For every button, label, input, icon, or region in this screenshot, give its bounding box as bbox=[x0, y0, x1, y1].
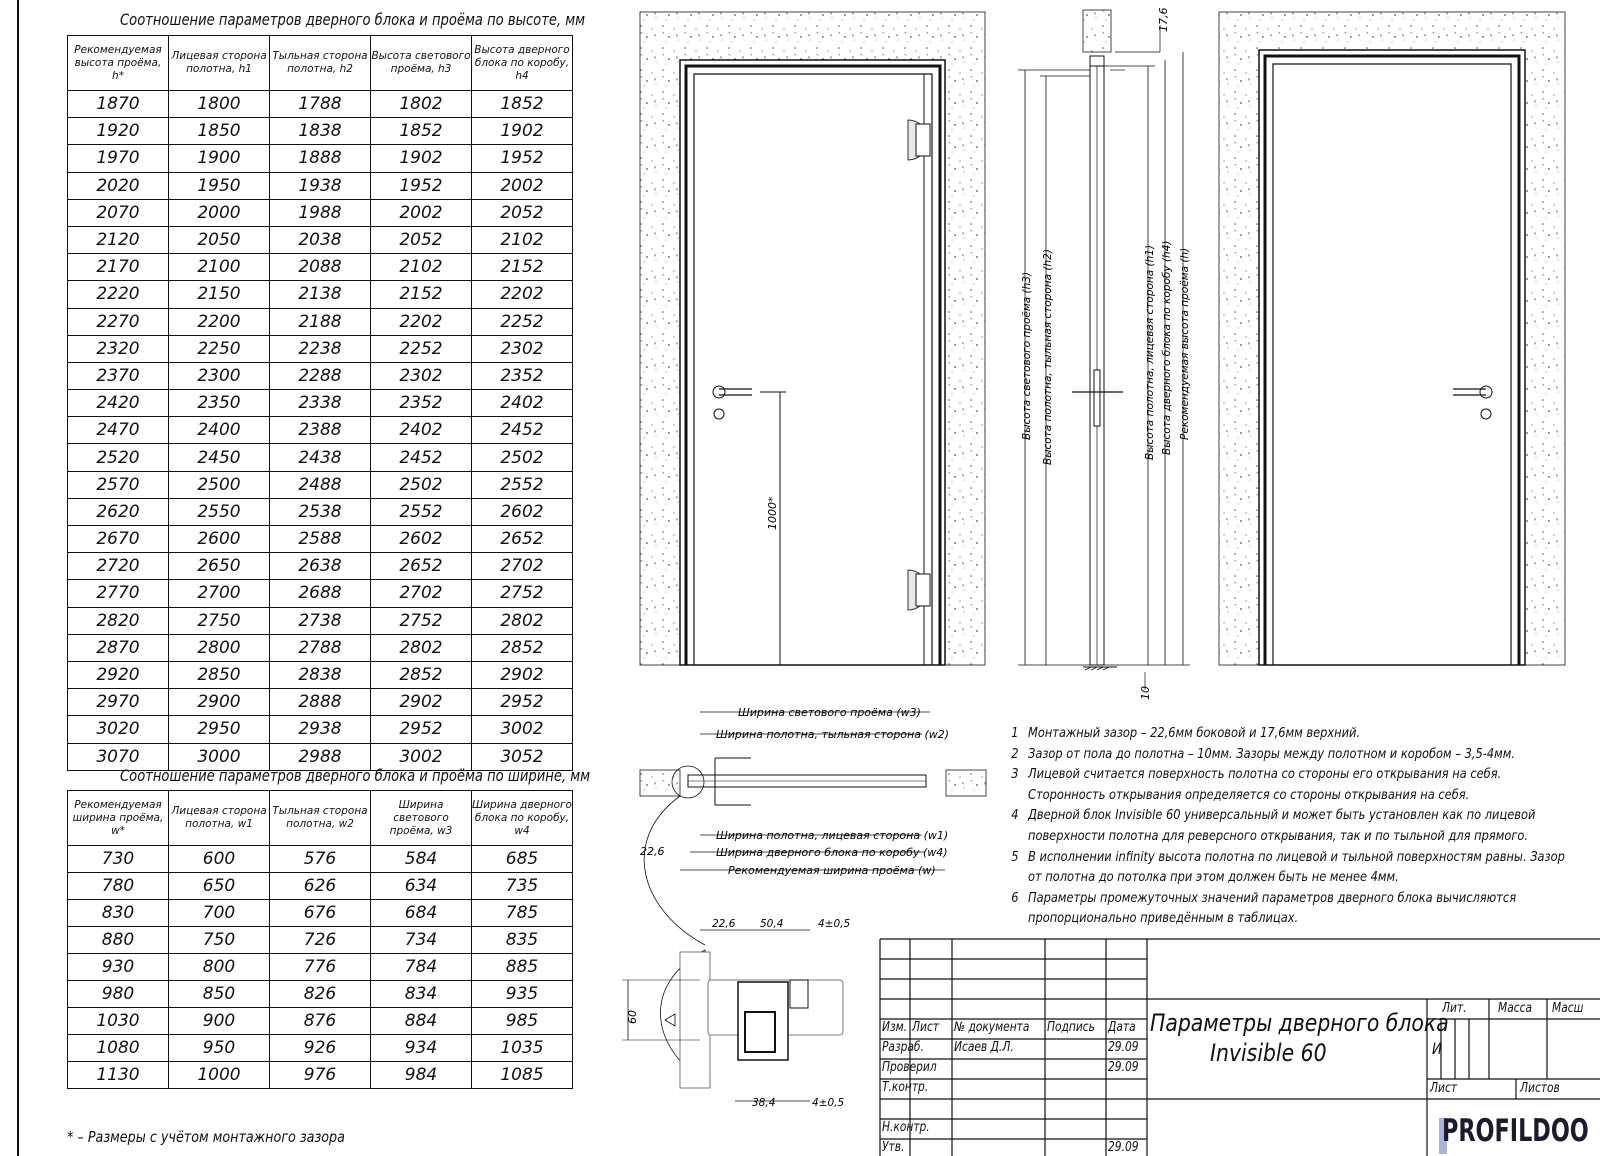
table-cell: 576 bbox=[270, 846, 371, 873]
table-cell: 2450 bbox=[169, 444, 270, 471]
table-cell: 650 bbox=[169, 873, 270, 900]
table-cell: 1888 bbox=[270, 145, 371, 172]
height_table-header-0: Рекомендуемая высота проёма, h* bbox=[68, 36, 169, 91]
table-cell: 976 bbox=[270, 1062, 371, 1089]
table-cell: 2938 bbox=[270, 716, 371, 743]
table-cell: 935 bbox=[472, 981, 573, 1008]
footnote: * – Размеры с учётом монтажного зазора bbox=[67, 1128, 345, 1146]
lit-header: Лит. bbox=[1442, 1001, 1467, 1016]
note-line bbox=[1028, 826, 1532, 847]
table-cell: 2200 bbox=[169, 308, 270, 335]
table-cell: 2050 bbox=[169, 226, 270, 253]
table-cell: 1902 bbox=[472, 118, 573, 145]
table-cell: 2400 bbox=[169, 417, 270, 444]
col-izm: Изм. bbox=[882, 1020, 908, 1035]
table-cell: 2188 bbox=[270, 308, 371, 335]
detail-dim-60: 60 bbox=[626, 1010, 639, 1024]
table-cell: 2838 bbox=[270, 661, 371, 688]
table-cell: 2338 bbox=[270, 390, 371, 417]
table-cell: 834 bbox=[371, 981, 472, 1008]
table-cell: 3002 bbox=[472, 716, 573, 743]
table-cell: 1080 bbox=[68, 1035, 169, 1062]
table-cell: 2900 bbox=[169, 689, 270, 716]
table-cell: 2902 bbox=[371, 689, 472, 716]
height_table-header-2: Тыльная сторона полотна, h2 bbox=[270, 36, 371, 91]
table-cell: 2320 bbox=[68, 335, 169, 362]
table-cell: 2150 bbox=[169, 281, 270, 308]
table-cell: 2970 bbox=[68, 689, 169, 716]
table-cell: 2888 bbox=[270, 689, 371, 716]
table-cell: 2952 bbox=[371, 716, 472, 743]
table-cell: 2438 bbox=[270, 444, 371, 471]
table-cell: 2850 bbox=[169, 661, 270, 688]
table-cell: 2852 bbox=[371, 661, 472, 688]
table-cell: 2300 bbox=[169, 362, 270, 389]
sheet-label: Лист bbox=[1430, 1081, 1458, 1096]
table-cell: 2702 bbox=[472, 553, 573, 580]
table-cell: 2788 bbox=[270, 634, 371, 661]
table-cell: 626 bbox=[270, 873, 371, 900]
table-cell: 1850 bbox=[169, 118, 270, 145]
col-doc-number: № документа bbox=[954, 1020, 1030, 1035]
door-section-vertical bbox=[1018, 8, 1191, 701]
table-cell: 780 bbox=[68, 873, 169, 900]
table-cell: 885 bbox=[472, 954, 573, 981]
table-cell: 3002 bbox=[371, 743, 472, 770]
table-cell: 726 bbox=[270, 927, 371, 954]
table-cell: 880 bbox=[68, 927, 169, 954]
door-elevation-left bbox=[640, 12, 985, 665]
table-cell: 2102 bbox=[371, 254, 472, 281]
table-cell: 1035 bbox=[472, 1035, 573, 1062]
table-cell: 2370 bbox=[68, 362, 169, 389]
table-cell: 2602 bbox=[472, 498, 573, 525]
height_table-header-4: Высота дверного блока по коробу, h4 bbox=[472, 36, 573, 91]
note-number: 6 bbox=[1011, 889, 1019, 906]
table-cell: 2100 bbox=[169, 254, 270, 281]
table-cell: 830 bbox=[68, 900, 169, 927]
table-cell: 930 bbox=[68, 954, 169, 981]
table-cell: 800 bbox=[169, 954, 270, 981]
door-elevation-right bbox=[1219, 12, 1565, 665]
table-cell: 2002 bbox=[371, 199, 472, 226]
note-line bbox=[1028, 908, 1532, 929]
side-gap-label: 22,6 bbox=[640, 845, 665, 858]
note-text: Зазор от пола до полотна – 10мм. Зазоры между полотном и коробом – 3,5-4мм. bbox=[1028, 745, 1516, 762]
note-text: Дверной блок Invisible 60 универсальный и может быть установлен как по лицевой bbox=[1028, 807, 1536, 824]
table-cell: 2252 bbox=[371, 335, 472, 362]
table-cell: 2170 bbox=[68, 254, 169, 281]
table-cell: 1952 bbox=[472, 145, 573, 172]
table-cell: 950 bbox=[169, 1035, 270, 1062]
table-cell: 1852 bbox=[371, 118, 472, 145]
table-cell: 2488 bbox=[270, 471, 371, 498]
width_table-header-3: Ширина светового проёма, w3 bbox=[371, 791, 472, 846]
table-cell: 2020 bbox=[68, 172, 169, 199]
table-cell: 2870 bbox=[68, 634, 169, 661]
role-checked: Проверил bbox=[882, 1060, 937, 1075]
table-cell: 2502 bbox=[472, 444, 573, 471]
notes-list bbox=[1011, 723, 1600, 929]
table-cell: 2802 bbox=[371, 634, 472, 661]
table-cell: 2652 bbox=[472, 526, 573, 553]
detail-dim-38-4: 38,4 bbox=[752, 1097, 776, 1109]
note-line bbox=[1011, 805, 1536, 826]
detail-dim-4-top: 4±0,5 bbox=[818, 918, 851, 930]
table-cell: 1802 bbox=[371, 91, 472, 118]
table-cell: 984 bbox=[371, 1062, 472, 1089]
table-cell: 2352 bbox=[371, 390, 472, 417]
table-cell: 3052 bbox=[472, 743, 573, 770]
table-cell: 1838 bbox=[270, 118, 371, 145]
company-logo: PROFILDOO bbox=[1442, 1113, 1589, 1149]
table-cell: 634 bbox=[371, 873, 472, 900]
table-cell: 1870 bbox=[68, 91, 169, 118]
table-cell: 2600 bbox=[169, 526, 270, 553]
table-cell: 2820 bbox=[68, 607, 169, 634]
table-cell: 1920 bbox=[68, 118, 169, 145]
table-cell: 2852 bbox=[472, 634, 573, 661]
table-cell: 735 bbox=[472, 873, 573, 900]
table-cell: 2470 bbox=[68, 417, 169, 444]
mass-header: Масса bbox=[1498, 1001, 1532, 1016]
table-cell: 2950 bbox=[169, 716, 270, 743]
table-cell: 2402 bbox=[371, 417, 472, 444]
note-text: Лицевой считается поверхность полотна со стороны его открывания на себя. bbox=[1028, 766, 1502, 783]
table-cell: 2452 bbox=[371, 444, 472, 471]
table-cell: 1130 bbox=[68, 1062, 169, 1089]
note-text: Сторонность открывания определяется со стороны открывания на себя. bbox=[1028, 786, 1470, 803]
note-text: пропорционально приведённым в таблицах. bbox=[1028, 910, 1299, 927]
w2-label: Ширина полотна, тыльная сторона (w2) bbox=[716, 728, 950, 741]
table-cell: 3000 bbox=[169, 743, 270, 770]
width_table-header-0: Рекомендуемая ширина проёма, w* bbox=[68, 791, 169, 846]
table-cell: 2302 bbox=[371, 362, 472, 389]
h1-label: Высота полотна, лицевая сторона (h1) bbox=[1144, 244, 1156, 460]
table-cell: 2670 bbox=[68, 526, 169, 553]
table-cell: 2202 bbox=[472, 281, 573, 308]
detail-dim-22-6: 22,6 bbox=[712, 918, 736, 930]
table-cell: 2220 bbox=[68, 281, 169, 308]
table-cell: 2052 bbox=[371, 226, 472, 253]
table-cell: 2302 bbox=[472, 335, 573, 362]
table-cell: 685 bbox=[472, 846, 573, 873]
table-cell: 2620 bbox=[68, 498, 169, 525]
table-cell: 2920 bbox=[68, 661, 169, 688]
detail-dim-4-bottom: 4±0,5 bbox=[812, 1097, 845, 1109]
table-cell: 2552 bbox=[371, 498, 472, 525]
table-cell: 1970 bbox=[68, 145, 169, 172]
table-cell: 2952 bbox=[472, 689, 573, 716]
table-cell: 1788 bbox=[270, 91, 371, 118]
developer-name: Исаев Д.Л. bbox=[954, 1040, 1014, 1055]
table-cell: 730 bbox=[68, 846, 169, 873]
note-line bbox=[1011, 723, 1532, 744]
w4-label: Ширина дверного блока по коробу (w4) bbox=[716, 846, 948, 859]
note-number: 3 bbox=[1011, 766, 1019, 783]
table-cell: 2350 bbox=[169, 390, 270, 417]
role-developer: Разраб. bbox=[882, 1040, 924, 1055]
table-cell: 2988 bbox=[270, 743, 371, 770]
table-cell: 2802 bbox=[472, 607, 573, 634]
table-cell: 785 bbox=[472, 900, 573, 927]
width_table-header-4: Ширина дверного блока по коробу, w4 bbox=[472, 791, 573, 846]
height_table-header-3: Высота светового проёма, h3 bbox=[371, 36, 472, 91]
table-cell: 2650 bbox=[169, 553, 270, 580]
table-cell: 2800 bbox=[169, 634, 270, 661]
table-cell: 2638 bbox=[270, 553, 371, 580]
table-cell: 884 bbox=[371, 1008, 472, 1035]
table-cell: 2688 bbox=[270, 580, 371, 607]
table-cell: 2088 bbox=[270, 254, 371, 281]
h4-label: Высота дверного блока по коробу (h4) bbox=[1161, 240, 1173, 455]
table-cell: 1000 bbox=[169, 1062, 270, 1089]
drawing-title-line2: Invisible 60 bbox=[1210, 1039, 1327, 1067]
table-cell: 2770 bbox=[68, 580, 169, 607]
table-cell: 1988 bbox=[270, 199, 371, 226]
table-cell: 1852 bbox=[472, 91, 573, 118]
table-cell: 2352 bbox=[472, 362, 573, 389]
table-cell: 2420 bbox=[68, 390, 169, 417]
table-cell: 980 bbox=[68, 981, 169, 1008]
table-cell: 2602 bbox=[371, 526, 472, 553]
table-cell: 850 bbox=[169, 981, 270, 1008]
table-cell: 2270 bbox=[68, 308, 169, 335]
table-cell: 1950 bbox=[169, 172, 270, 199]
handle-height-label: 1000* bbox=[766, 496, 779, 530]
table-cell: 2120 bbox=[68, 226, 169, 253]
table-cell: 2500 bbox=[169, 471, 270, 498]
table-cell: 734 bbox=[371, 927, 472, 954]
table-cell: 784 bbox=[371, 954, 472, 981]
table-cell: 684 bbox=[371, 900, 472, 927]
table-cell: 1900 bbox=[169, 145, 270, 172]
table-cell: 2388 bbox=[270, 417, 371, 444]
table-cell: 600 bbox=[169, 846, 270, 873]
role-norm-control: Н.контр. bbox=[882, 1120, 930, 1135]
w3-label: Ширина светового проёма (w3) bbox=[738, 706, 921, 719]
table-cell: 876 bbox=[270, 1008, 371, 1035]
detail-dim-50-4: 50,4 bbox=[760, 918, 784, 930]
table-cell: 1902 bbox=[371, 145, 472, 172]
note-number: 1 bbox=[1011, 725, 1019, 741]
table-cell: 2750 bbox=[169, 607, 270, 634]
table-cell: 700 bbox=[169, 900, 270, 927]
note-line bbox=[1011, 847, 1565, 868]
table-cell: 2238 bbox=[270, 335, 371, 362]
bottom-gap-label: 10 bbox=[1139, 686, 1152, 700]
table-cell: 2652 bbox=[371, 553, 472, 580]
developer-date: 29.09 bbox=[1108, 1040, 1139, 1055]
note-line bbox=[1011, 888, 1532, 909]
door-plan-section bbox=[640, 706, 986, 945]
table-cell: 2570 bbox=[68, 471, 169, 498]
note-text: В исполнении infinity высота полотна по лицевой и тыльной поверхностям равны. Зазор bbox=[1028, 848, 1565, 865]
height_table-header-1: Лицевая сторона полотна, h1 bbox=[169, 36, 270, 91]
table-cell: 2552 bbox=[472, 471, 573, 498]
table-cell: 2138 bbox=[270, 281, 371, 308]
table-cell: 2288 bbox=[270, 362, 371, 389]
table-cell: 2002 bbox=[472, 172, 573, 199]
table-cell: 1938 bbox=[270, 172, 371, 199]
sheets-label: Листов bbox=[1520, 1081, 1560, 1096]
table-cell: 3020 bbox=[68, 716, 169, 743]
table-cell: 2550 bbox=[169, 498, 270, 525]
note-line bbox=[1028, 785, 1532, 806]
table-cell: 1952 bbox=[371, 172, 472, 199]
table-cell: 2520 bbox=[68, 444, 169, 471]
note-number: 4 bbox=[1011, 807, 1019, 824]
table-cell: 1085 bbox=[472, 1062, 573, 1089]
checked-date: 29.09 bbox=[1108, 1060, 1139, 1075]
table-cell: 934 bbox=[371, 1035, 472, 1062]
table-cell: 2152 bbox=[371, 281, 472, 308]
note-text: поверхности полотна для реверсного открывания, так и по тыльной для прямого. bbox=[1028, 827, 1528, 844]
note-line bbox=[1011, 744, 1532, 765]
table-cell: 2902 bbox=[472, 661, 573, 688]
table-cell: 750 bbox=[169, 927, 270, 954]
table-cell: 3070 bbox=[68, 743, 169, 770]
note-number: 5 bbox=[1011, 848, 1019, 865]
table-cell: 2250 bbox=[169, 335, 270, 362]
table-cell: 2202 bbox=[371, 308, 472, 335]
table-cell: 2702 bbox=[371, 580, 472, 607]
w1-label: Ширина полотна, лицевая сторона (w1) bbox=[716, 829, 949, 842]
role-tech-control: Т.контр. bbox=[882, 1080, 929, 1095]
table-cell: 2752 bbox=[472, 580, 573, 607]
table-cell: 2252 bbox=[472, 308, 573, 335]
table-cell: 2038 bbox=[270, 226, 371, 253]
table-cell: 1800 bbox=[169, 91, 270, 118]
table-cell: 584 bbox=[371, 846, 472, 873]
top-gap-label: 17,6 bbox=[1157, 7, 1170, 32]
table-cell: 2152 bbox=[472, 254, 573, 281]
table-cell: 776 bbox=[270, 954, 371, 981]
h3-label: Высота светового проёма (h3) bbox=[1021, 271, 1033, 440]
w-label: Рекомендуемая ширина проёма (w) bbox=[728, 864, 936, 877]
table-cell: 2402 bbox=[472, 390, 573, 417]
table-cell: 2102 bbox=[472, 226, 573, 253]
width_table-header-2: Тыльная сторона полотна, w2 bbox=[270, 791, 371, 846]
h-label: Рекомендуемая высота проёма (h) bbox=[1179, 247, 1191, 440]
height-table-caption: Соотношение параметров дверного блока и проёма по высоте, мм bbox=[120, 10, 586, 29]
table-cell: 900 bbox=[169, 1008, 270, 1035]
table-cell: 1030 bbox=[68, 1008, 169, 1035]
col-date: Дата bbox=[1108, 1020, 1136, 1035]
width-table-caption: Соотношение параметров дверного блока и проёма по ширине, мм bbox=[120, 766, 591, 785]
col-signature: Подпись bbox=[1047, 1020, 1095, 1035]
table-cell: 985 bbox=[472, 1008, 573, 1035]
scale-header: Масш bbox=[1552, 1001, 1584, 1016]
table-cell: 2070 bbox=[68, 199, 169, 226]
table-cell: 926 bbox=[270, 1035, 371, 1062]
table-cell: 676 bbox=[270, 900, 371, 927]
table-cell: 835 bbox=[472, 927, 573, 954]
table-cell: 2752 bbox=[371, 607, 472, 634]
width_table-header-1: Лицевая сторона полотна, w1 bbox=[169, 791, 270, 846]
note-text: Монтажный зазор – 22,6мм боковой и 17,6мм верхний. bbox=[1028, 725, 1361, 741]
table-cell: 2452 bbox=[472, 417, 573, 444]
table-cell: 2720 bbox=[68, 553, 169, 580]
role-approved: Утв. bbox=[882, 1140, 905, 1155]
note-text: от полотна до потолка при этом должен быть не менее 4мм. bbox=[1028, 869, 1399, 886]
table-cell: 2700 bbox=[169, 580, 270, 607]
table-cell: 2502 bbox=[371, 471, 472, 498]
h2-label: Высота полотна, тыльная сторона (h2) bbox=[1042, 249, 1054, 465]
table-cell: 2052 bbox=[472, 199, 573, 226]
table-cell: 2738 bbox=[270, 607, 371, 634]
approved-date: 29.09 bbox=[1108, 1140, 1139, 1155]
table-cell: 2538 bbox=[270, 498, 371, 525]
col-list: Лист bbox=[912, 1020, 940, 1035]
note-text: Параметры промежуточных значений параметров дверного блока вычисляются bbox=[1028, 889, 1517, 906]
table-cell: 826 bbox=[270, 981, 371, 1008]
note-line bbox=[1028, 867, 1532, 888]
table-cell: 2588 bbox=[270, 526, 371, 553]
note-line bbox=[1011, 764, 1532, 785]
note-number: 2 bbox=[1011, 745, 1019, 762]
profile-detail bbox=[622, 918, 850, 1109]
drawing-title-line1: Параметры дверного блока bbox=[1150, 1009, 1449, 1037]
table-cell: 2000 bbox=[169, 199, 270, 226]
lit-value: И bbox=[1432, 1039, 1442, 1058]
